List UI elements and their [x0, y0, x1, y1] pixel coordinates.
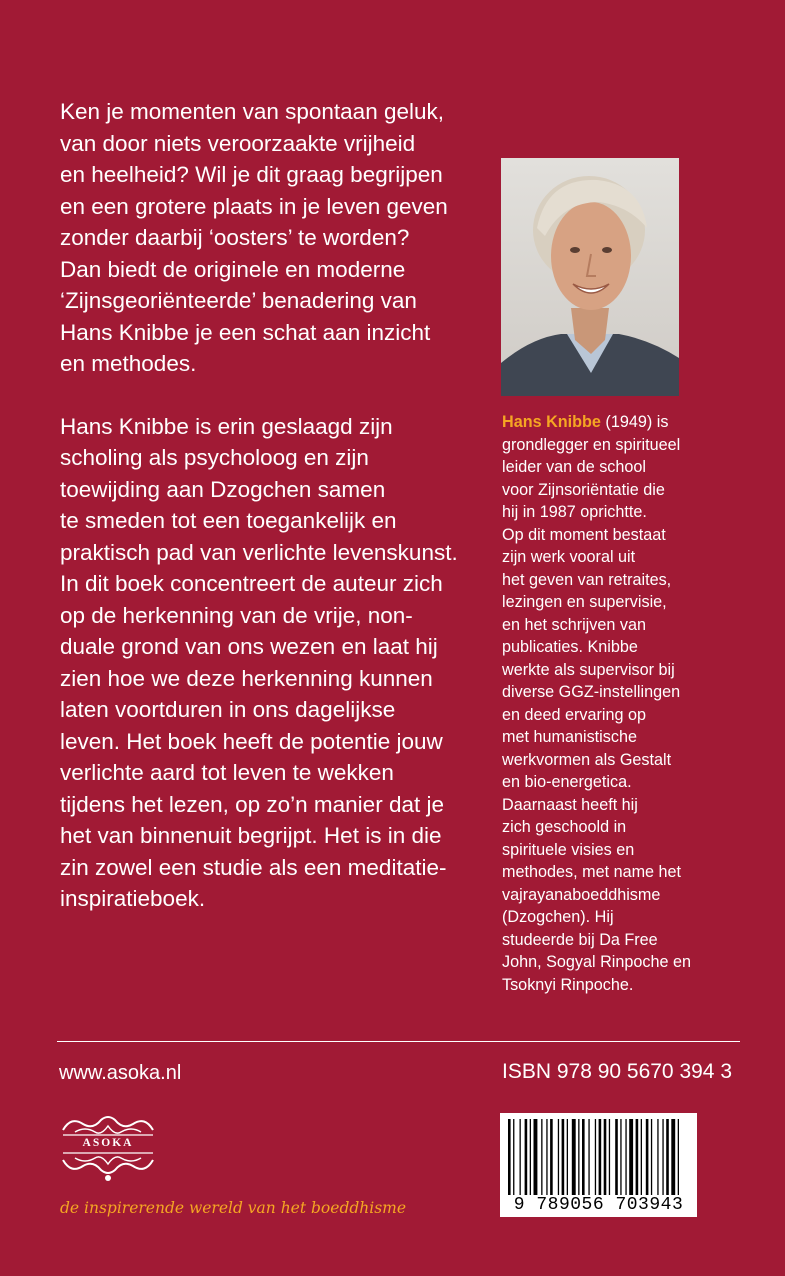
bio-line: lezingen en supervisie,	[502, 593, 667, 611]
bio-line: (Dzogchen). Hij	[502, 908, 614, 926]
blurb-line: Hans Knibbe is erin geslaagd zijn	[60, 413, 393, 439]
blurb-line: inspiratieboek.	[60, 886, 206, 911]
blurb-line: Ken je momenten van spontaan geluk,	[60, 99, 445, 124]
bio-line: methodes, met name het	[502, 863, 682, 881]
publisher-tagline: de inspirerende wereld van het boeddhisme	[60, 1199, 407, 1217]
bio-line: Op dit moment bestaat	[502, 525, 666, 544]
blurb-line: scholing als psycholoog en zijn	[60, 445, 369, 470]
bio-line: Daarnaast heeft hij	[502, 795, 638, 814]
bio-line: John, Sogyal Rinpoche en	[502, 953, 691, 971]
bio-line: zijn werk vooral uit	[502, 548, 636, 566]
bio-line: zich geschoold in	[502, 818, 627, 836]
bio-line: voor Zijnsoriëntatie die	[502, 480, 665, 499]
blurb-paragraph-1	[60, 96, 485, 380]
author-bio	[502, 411, 732, 996]
bio-birth-year: (1949) is	[600, 413, 669, 431]
blurb-line: ‘Zijnsgeoriënteerde’ benadering van	[60, 288, 417, 313]
bio-line: en deed ervaring op	[502, 705, 646, 724]
bio-line: diverse GGZ-instellingen	[502, 683, 681, 701]
blurb-line: en methodes.	[60, 351, 197, 376]
bio-line: leider van de school	[502, 458, 646, 476]
asoka-logo-text: ASOKA	[82, 1137, 134, 1149]
bio-line: werkte als supervisor bij	[502, 660, 675, 679]
blurb-line: op de herkenning van de vrije, non-	[60, 602, 413, 628]
blurb-line: laten voortduren in ons dagelijkse	[60, 697, 396, 722]
bio-line: spirituele visies en	[502, 840, 635, 859]
blurb-line: van door niets veroorzaakte vrijheid	[60, 130, 416, 156]
bio-line: vajrayanaboeddhisme	[502, 885, 661, 904]
blurb-line: toewijding aan Dzogchen samen	[60, 476, 386, 502]
blurb	[60, 96, 485, 915]
bio-line: het geven van retraites,	[502, 570, 672, 589]
bio-line: publicaties. Knibbe	[502, 638, 638, 656]
blurb-line: zin zowel een studie als een meditatie-	[60, 854, 447, 880]
blurb-line: zonder daarbij ‘oosters’ te worden?	[60, 225, 410, 250]
footer-divider	[57, 1041, 740, 1042]
bio-line: en bio-energetica.	[502, 773, 632, 791]
blurb-line: en een grotere plaats in je leven geven	[60, 193, 448, 219]
blurb-line: duale grond van ons wezen en laat hij	[60, 634, 438, 659]
bio-line: studeerde bij Da Free	[502, 930, 658, 949]
bio-line: met humanistische	[502, 728, 637, 746]
blurb-line: en heelheid? Wil je dit graag begrijpen	[60, 162, 443, 187]
barcode-digits: 9 789056 703943	[513, 1195, 684, 1215]
blurb-line: verlichte aard tot leven te wekken	[60, 760, 394, 785]
isbn: ISBN 978 90 5670 394 3	[501, 1060, 732, 1083]
blurb-paragraph-2	[60, 411, 485, 915]
publisher-website[interactable]: www.asoka.nl	[59, 1062, 182, 1084]
blurb-line: het van binnenuit begrijpt. Het is in die	[60, 823, 442, 848]
blurb-line: leven. Het boek heeft de potentie jouw	[60, 728, 443, 754]
paragraph-gap	[60, 380, 485, 411]
blurb-line: Hans Knibbe je een schat aan inzicht	[60, 319, 431, 345]
blurb-line: In dit boek concentreert de auteur zich	[60, 571, 443, 596]
blurb-line: Dan biedt de originele en moderne	[60, 256, 406, 282]
bio-line: en het schrijven van	[502, 615, 646, 634]
bio-line: grondlegger en spiritueel	[502, 435, 681, 454]
bio-line: werkvormen als Gestalt	[502, 750, 672, 769]
blurb-line: zien hoe we deze herkenning kunnen	[60, 665, 433, 691]
bio-line: hij in 1987 oprichtte.	[502, 503, 647, 521]
bio-first-line	[502, 411, 732, 434]
author-name: Hans Knibbe	[502, 413, 601, 431]
blurb-line: te smeden tot een toegankelijk en	[60, 508, 397, 533]
bio-line: Tsoknyi Rinpoche.	[502, 975, 634, 994]
author-photo	[501, 158, 679, 396]
blurb-line: praktisch pad van verlichte levenskunst.	[60, 539, 458, 565]
blurb-line: tijdens het lezen, op zo’n manier dat je	[60, 791, 444, 817]
